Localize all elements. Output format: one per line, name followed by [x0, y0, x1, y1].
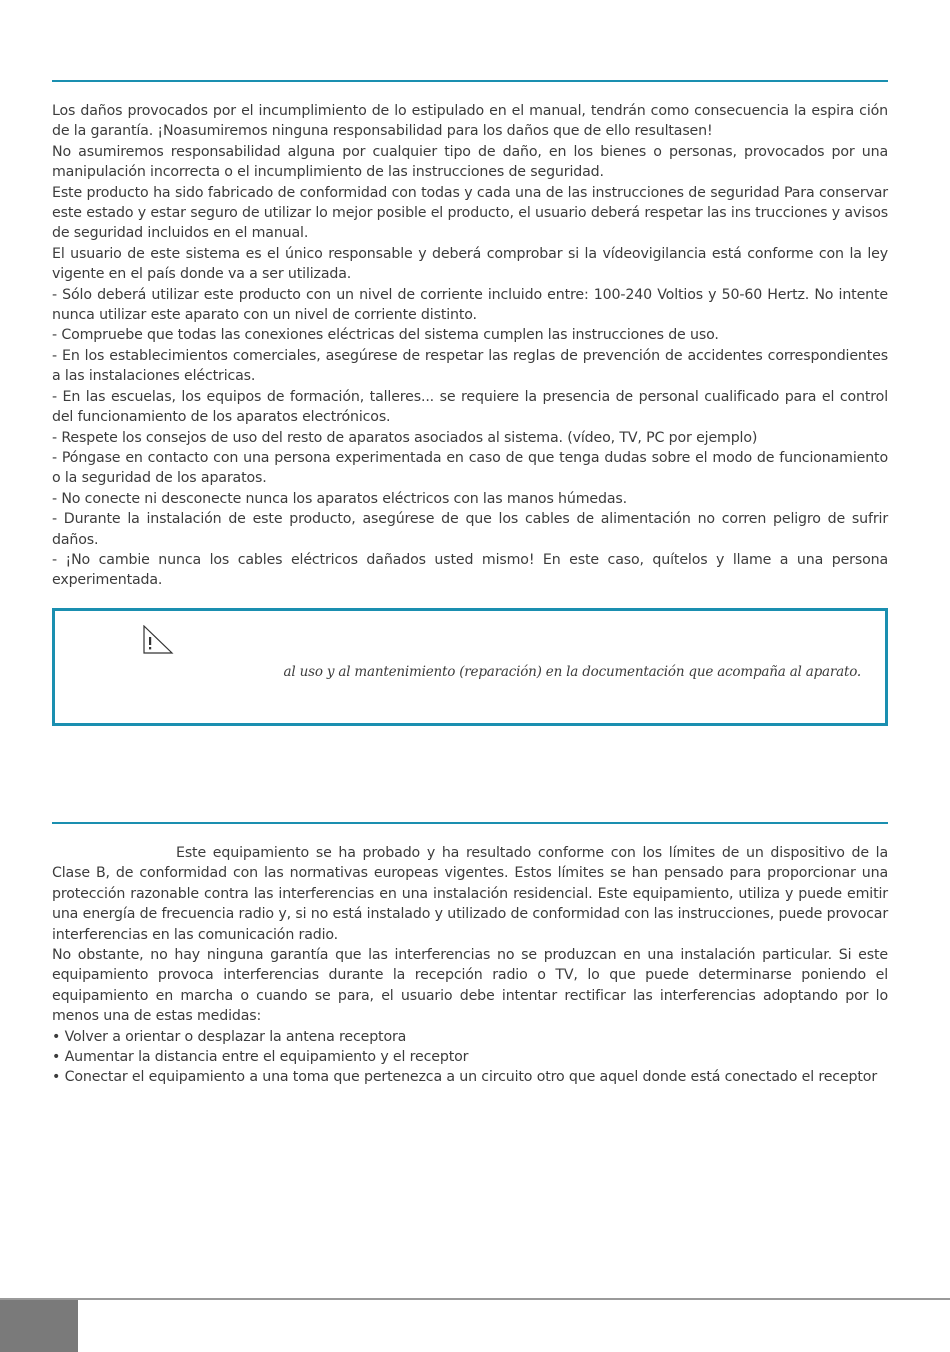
paragraph: No asumiremos responsabilidad alguna por cualquier tipo de daño, en los bienes o personas, provocados por una manipulación incorrecta o el incumplimiento de las instrucciones de seguridad.: [52, 143, 888, 181]
paragraph: No obstante, no hay ninguna garantía que las interferencias no se produzcan en una instalación particular. Si este equipamiento provoca interferencias durante la recepción radio o TV, lo que puede determinarse poniendo el equipamiento en marcha o cuando se para, el usuario debe intentar rectificar las interferencias adoptando por lo menos una de estas medidas:: [52, 947, 888, 1025]
list-item: - No conecte ni desconecte nunca los aparatos eléctricos con las manos húmedas.: [52, 490, 627, 507]
list-item: - Durante la instalación de este producto, asegúrese de que los cables de alimentación no corren peligro de sufrir daños.: [52, 511, 888, 548]
section-divider-top: [52, 80, 888, 82]
list-item: - En las escuelas, los equipos de formación, talleres... se requiere la presencia de personal cualificado para el control del funcionamiento de los aparatos electrónicos.: [52, 388, 888, 426]
list-item: - Compruebe que todas las conexiones eléctricas del sistema cumplen las instrucciones de uso.: [52, 327, 719, 344]
list-item: - Respete los consejos de uso del resto de aparatos asociados al sistema. (vídeo, TV, PC por ejemplo): [52, 429, 758, 446]
safety-instructions: [52, 101, 888, 591]
conformity-statement: [52, 843, 888, 1088]
paragraph: El usuario de este sistema es el único responsable y deberá comprobar si la vídeovigilancia está conforme con la ley vigente en el país donde va a ser utilizada.: [52, 245, 888, 283]
list-item: • Aumentar la distancia entre el equipamiento y el receptor: [52, 1049, 469, 1066]
list-item: - ¡No cambie nunca los cables eléctricos dañados usted mismo! En este caso, quítelos y llame a una persona experimentada.: [52, 551, 888, 589]
section-divider-middle: [52, 822, 888, 824]
paragraph: Los daños provocados por el incumplimiento de lo estipulado en el manual, tendrán como consecuencia la espira ción de la garantía. ¡Noasumiremos ninguna responsabilidad para los daños que de ello resultasen!: [52, 103, 888, 140]
warning-box: [52, 608, 888, 726]
list-item: • Volver a orientar o desplazar la antena receptora: [52, 1028, 407, 1045]
list-item: - Póngase en contacto con una persona experimentada en caso de que tenga dudas sobre el modo de funcionamiento o la seguridad de los aparatos.: [52, 449, 888, 487]
warning-triangle-icon: [141, 625, 175, 655]
page-number-tab: [0, 1300, 78, 1352]
paragraph: Este producto ha sido fabricado de conformidad con todas y cada una de las instrucciones de seguridad Para conservar este estado y estar seguro de utilizar lo mejor posible el producto, el usuario deberá respetar las ins trucciones y avisos de seguridad incluidos en el manual.: [52, 184, 888, 242]
paragraph: Este equipamiento se ha probado y ha resultado conforme con los límites de un dispositivo de la Clase B, de conformidad con las normativas europeas vigentes. Estos límites se han pensado para proporcionar una protección razonable contra las interferencias en una instalación residencial. Este equipamiento, utiliza y puede emitir una energía de frecuencia radio y, si no está instalado y utilizado de conformidad con las instrucciones, puede provocar interferencias en las comunicación radio.: [52, 845, 888, 943]
list-item: - En los establecimientos comerciales, asegúrese de respetar las reglas de prevención de accidentes correspondientes a las instalaciones eléctricas.: [52, 347, 888, 385]
warning-text: al uso y al mantenimiento (reparación) en la documentación que acompaña al aparato.: [283, 664, 861, 680]
list-item: - Sólo deberá utilizar este producto con un nivel de corriente incluido entre: 100-240 Voltios y 50-60 Hertz. No intente nunca utilizar este aparato con un nivel de corriente distinto.: [52, 286, 888, 324]
footer-divider: [0, 1298, 950, 1300]
list-item: • Conectar el equipamiento a una toma que pertenezca a un circuito otro que aquel donde está conectado el receptor: [52, 1069, 878, 1086]
